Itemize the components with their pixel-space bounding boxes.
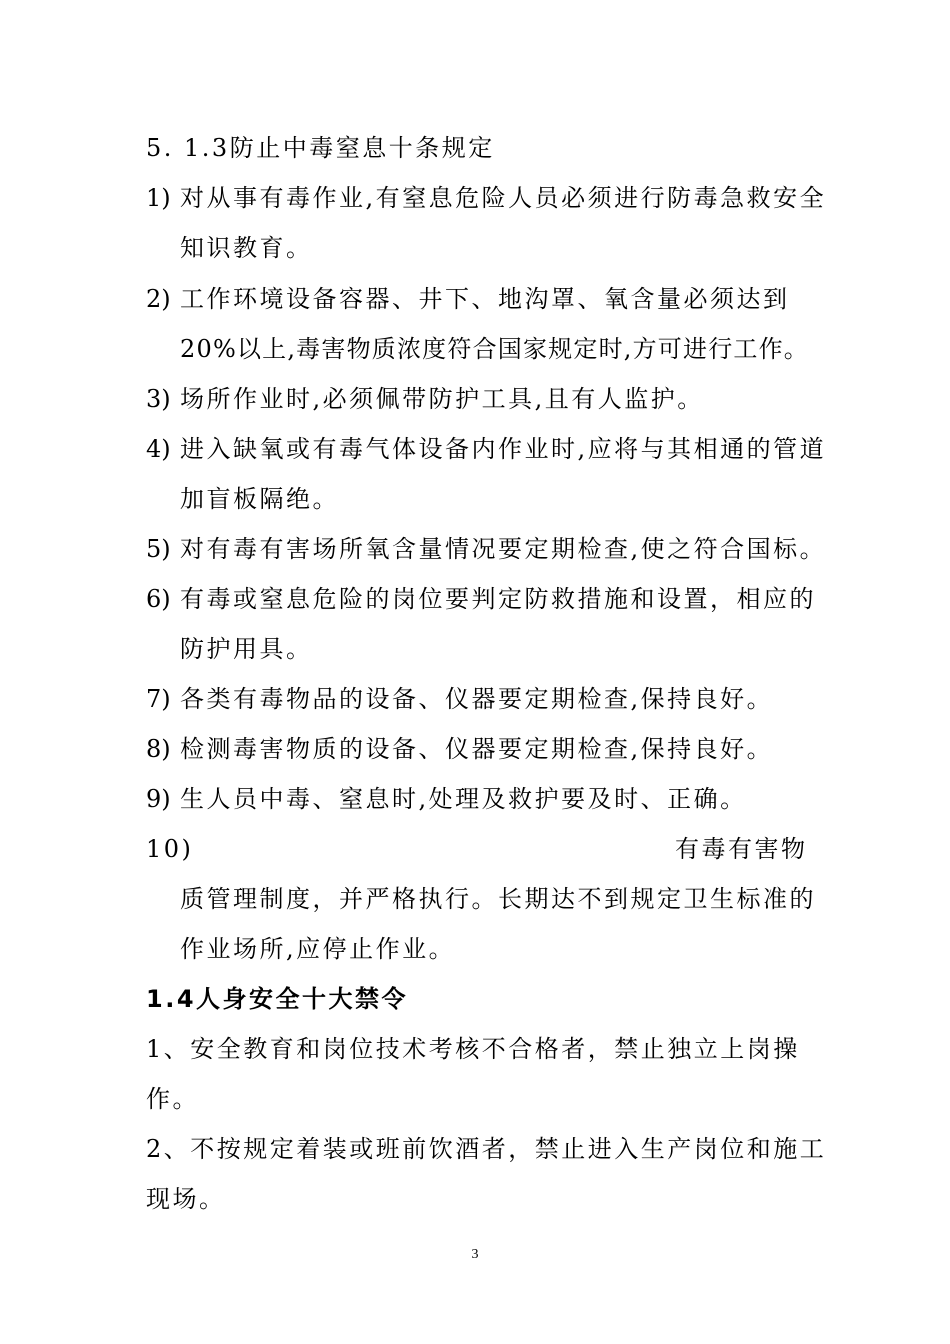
list-item-6 (146, 584, 816, 614)
list-item-10-cont2: 作业场所,应停止作业。 (180, 935, 456, 963)
item-number: 2) (146, 285, 171, 313)
list-item-7 (146, 684, 773, 714)
item-text: 对有毒有害场所氧含量情况要定期检查,使之符合国标。 (180, 535, 827, 563)
item-text: 进入缺氧或有毒气体设备内作业时,应将与其相通的管道 (180, 435, 827, 463)
list-item-1 (146, 183, 826, 213)
item-number: 8) (146, 735, 171, 763)
item-text: 各类有毒物品的设备、仪器要定期检查,保持良好。 (180, 685, 774, 713)
list-item-9 (146, 784, 747, 814)
item-number: 1) (146, 184, 171, 212)
list-item-3 (146, 384, 704, 414)
item-text: 场所作业时,必须佩带防护工具,且有人监护。 (180, 385, 704, 413)
section-heading-1-3: 5. 1.3防止中毒窒息十条规定 (146, 134, 495, 162)
prohibition-item-2-cont: 现场。 (146, 1185, 226, 1213)
list-item-6-cont: 防护用具。 (180, 635, 313, 663)
item-text: 检测毒害物质的设备、仪器要定期检查,保持良好。 (180, 735, 774, 763)
item-number: 7) (146, 685, 171, 713)
item-text: 有毒或窒息危险的岗位要判定防救措施和设置，相应的 (180, 585, 816, 613)
list-item-4-cont: 加盲板隔绝。 (180, 485, 339, 513)
list-item-5 (146, 534, 826, 564)
item-text: 对从事有毒作业,有窒息危险人员必须进行防毒急救安全 (180, 184, 827, 212)
item-number: 3) (146, 385, 171, 413)
list-item-4 (146, 434, 826, 464)
item-number: 5) (146, 535, 171, 563)
list-item-2 (146, 284, 790, 314)
item-number: 9) (146, 785, 171, 813)
list-item-2-cont: 20%以上,毒害物质浓度符合国家规定时,方可进行工作。 (180, 335, 809, 363)
item-number: 4) (146, 435, 171, 463)
item-text: 生人员中毒、窒息时,处理及救护要及时、正确。 (180, 785, 747, 813)
section-heading-1-4: 1.4人身安全十大禁令 (146, 985, 409, 1013)
prohibition-item-1: 1、安全教育和岗位技术考核不合格者，禁止独立上岗操 (146, 1035, 800, 1063)
page-number: 3 (471, 1247, 479, 1262)
item-number: 6) (146, 585, 171, 613)
prohibition-item-1-cont: 作。 (146, 1085, 199, 1113)
prohibition-item-2: 2、不按规定着装或班前饮酒者，禁止进入生产岗位和施工 (146, 1135, 827, 1163)
list-item-1-cont: 知识教育。 (180, 234, 313, 262)
list-item-10-cont: 质管理制度，并严格执行。长期达不到规定卫生标准的 (180, 885, 816, 913)
list-item-8 (146, 734, 773, 764)
list-item-10-number: 10) (146, 835, 194, 863)
list-item-10-text: 有毒有害物 (675, 835, 808, 863)
item-text: 工作环境设备容器、井下、地沟罩、氧含量必须达到 (180, 285, 790, 313)
